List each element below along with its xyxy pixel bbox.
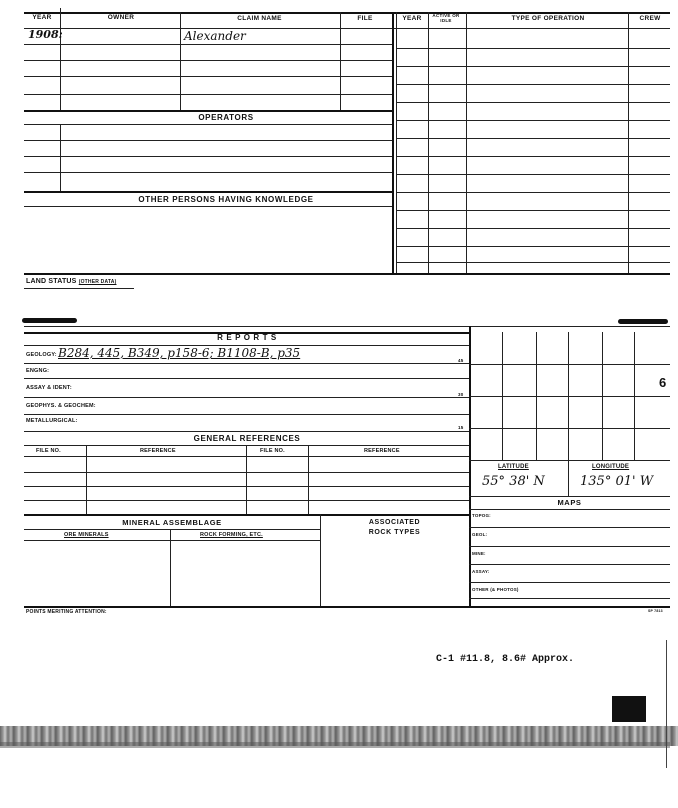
longitude-value: 135° 01' W (580, 474, 654, 489)
maps-topog: TOPOG: (472, 513, 491, 518)
ops-year-header: YEAR (402, 15, 422, 22)
assay-num: 30 (458, 392, 464, 397)
crew-header: CREW (639, 15, 661, 22)
geology-num: 45 (458, 358, 464, 363)
year-header: YEAR (32, 14, 52, 21)
associated-header: ASSOCIATED (368, 519, 421, 526)
general-references-title: GENERAL REFERENCES (193, 434, 301, 443)
operators-title: OPERATORS (198, 113, 254, 122)
geology-value: B284, 445, B349, p158-6; B1108-B, p35 (58, 346, 301, 360)
maps-mine: MINE: (472, 551, 486, 556)
gr-reference-1: REFERENCE (140, 448, 176, 454)
land-status-label (26, 278, 116, 285)
gr-file-no-2: FILE NO. (260, 448, 285, 454)
rock-forming-header: ROCK FORMING, ETC. (200, 532, 263, 538)
other-persons-title: OTHER PERSONS HAVING KNOWLEDGE (138, 195, 314, 204)
maps-other: OTHER (& PHOTOS) (472, 587, 519, 592)
mineral-assemblage-title: MINERAL ASSEMBLAGE (122, 518, 222, 527)
maps-geol: GEOL: (472, 532, 488, 537)
claim-name-entry: Alexander (184, 29, 246, 43)
geophys-label: GEOPHYS. & GEOCHEM: (26, 403, 96, 409)
rock-types-header: ROCK TYPES (368, 529, 421, 536)
gr-file-no-1: FILE NO. (36, 448, 61, 454)
land-status-text: LAND STATUS (26, 278, 77, 285)
gr-reference-2: REFERENCE (364, 448, 400, 454)
geology-label: GEOLOGY: (26, 352, 57, 358)
latitude-value: 55° 38' N (482, 474, 545, 489)
engng-label: ENGNG: (26, 368, 50, 374)
metallurgical-label: METALLURGICAL: (26, 418, 78, 424)
points-meriting-attention-label: POINTS MERITING ATTENTION: (26, 609, 107, 615)
reports-title: R E P O R T S (217, 333, 277, 342)
latitude-label: LATITUDE (498, 464, 529, 470)
owner-year-entry: 1908: (28, 28, 63, 41)
land-status-sub: (OTHER DATA) (78, 279, 117, 285)
ore-minerals-header: ORE MINERALS (64, 532, 109, 538)
claim-name-header: CLAIM NAME (237, 15, 282, 22)
longitude-label: LONGITUDE (592, 464, 630, 470)
assay-label: ASSAY & IDENT: (26, 385, 72, 391)
form-number: SP 7813 (648, 609, 663, 613)
active-idle-header: ACTIVE OR IDLE (432, 13, 460, 23)
type-of-operation-header: TYPE OF OPERATION (511, 15, 585, 22)
maps-title: MAPS (557, 498, 582, 507)
owner-header: OWNER (107, 14, 135, 21)
metallurgical-num: 15 (458, 425, 464, 430)
side-letter: 6 (659, 375, 667, 390)
file-header: FILE (357, 15, 373, 22)
maps-assay: ASSAY: (472, 569, 490, 574)
typed-note: C-1 #11.8, 8.6# Approx. (436, 654, 575, 665)
